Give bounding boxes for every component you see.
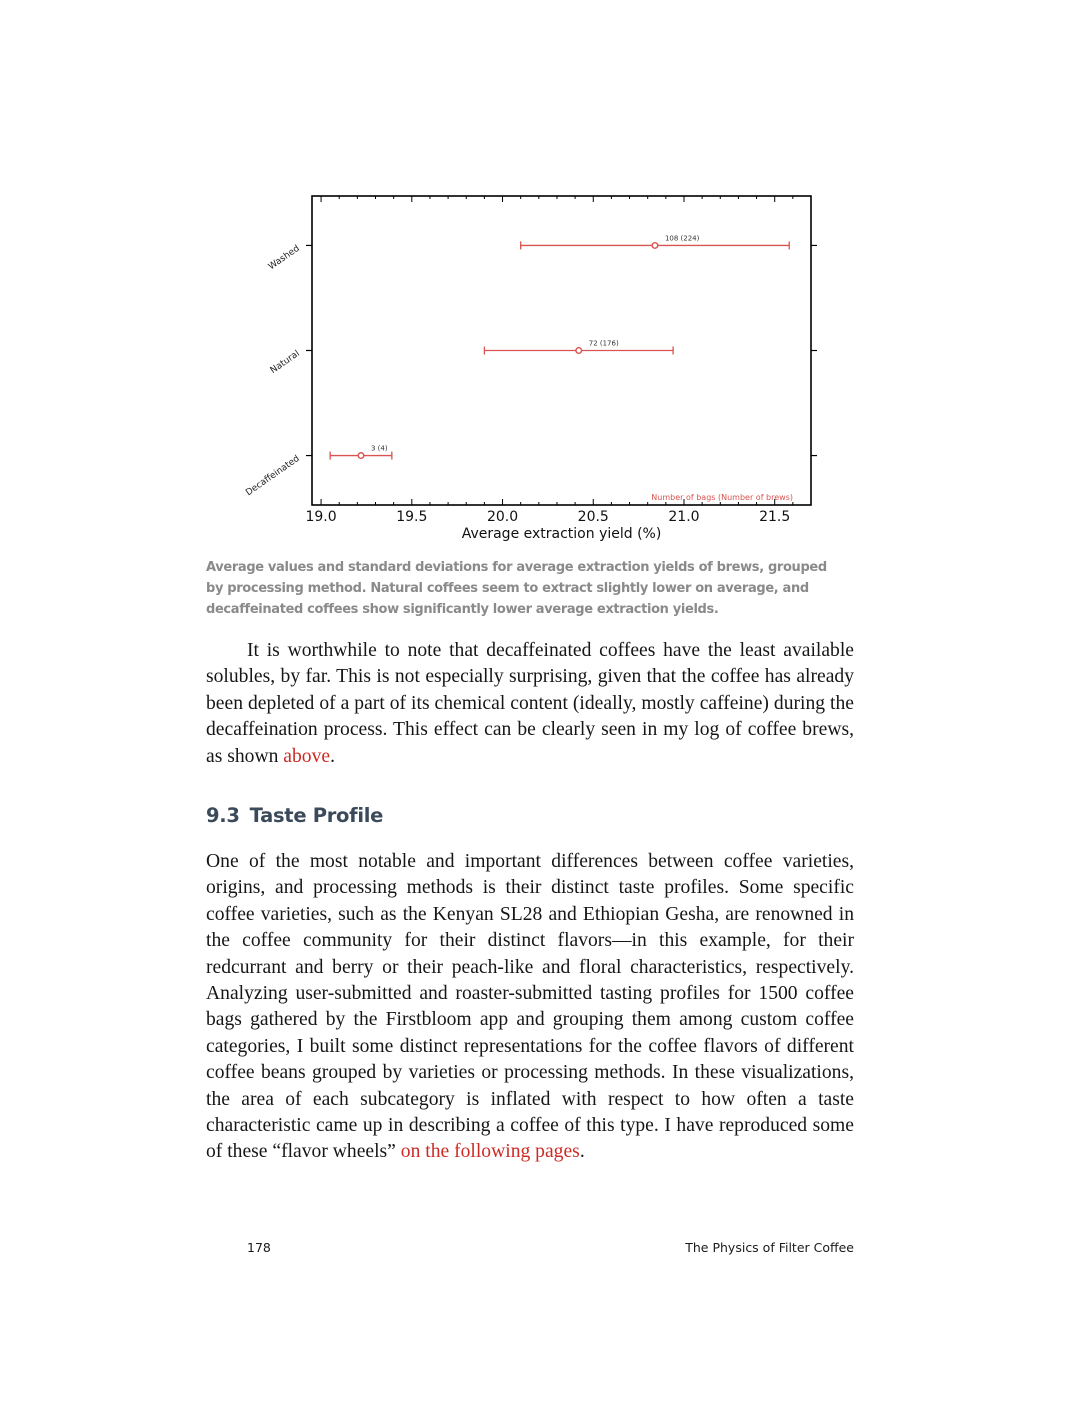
x-axis-label: Average extraction yield (%) [461,526,662,542]
mean-marker [576,348,582,354]
x-tick-label: 21.5 [759,509,791,525]
data-label: 108 (224) [664,234,700,243]
x-tick-label: 20.0 [486,509,519,525]
extraction-yield-chart [230,183,830,545]
data-label: 3 (4) [370,444,388,453]
x-tick-label: 20.5 [577,509,609,525]
section-heading [206,804,383,827]
paragraph-decaf [206,638,854,770]
data-label: 72 (176) [588,339,619,348]
y-category-label: Decaffeinated [244,453,302,499]
x-tick-label: 21.0 [668,509,700,525]
figure-caption: Average values and standard deviations for average extraction yields of brews, grouped by processing method. Natural coffees seem to extract slightly lower on average, and decaffeinated coffees show significantly lower average extraction yields. [206,560,827,617]
x-tick-label: 19.5 [396,509,428,525]
mean-marker [358,453,364,459]
legend-note: Number of bags (Number of brews) [651,493,793,502]
paragraph-taste-text: One of the most notable and important differences between coffee varieties, origins, and processing methods is their distinct taste profiles. Some specific coffee varieties, such as the Kenyan SL28 and Ethiopian Gesha, are renowned in the coffee community for their distinct flavors—in this example, for their redcurrant and berry or their peach-like and floral characteristics, respectively. Analyzing user-submitted and roaster-submitted tasting profiles for 1500 coffee bags gathered by the Firstbloom app and grouping them among custom coffee categories, I built some distinct representations for the coffee flavors of different coffee beans grouped by varieties or processing methods. In these visualizations, the area of each subcategory is inflated with respect to how often a taste characteristic came up in describing a coffee of this type. I have reproduced some of these “flavor wheels” [206,851,854,1163]
section-title: Taste Profile [249,804,384,827]
y-category-label: Washed [266,243,302,273]
chart-svg [230,183,830,545]
y-category-label: Natural [268,348,302,377]
running-footer-title: The Physics of Filter Coffee [685,1240,854,1255]
link-above[interactable]: above [283,745,331,767]
paragraph-decaf-text: It is worthwhile to note that decaffeinated coffees have the least available solubles, by far. This is not especially surprising, given that the coffee has already been depleted of a part of its chemical content (ideally, mostly caffeine) during the decaffeination process. This effect can be clearly seen in my log of coffee brews, as shown [206,640,854,767]
paragraph-taste-end: . [579,1141,585,1163]
page-number: 178 [247,1240,271,1255]
link-following-pages[interactable]: on the following pages [400,1141,580,1163]
section-number: 9.3 [206,804,240,827]
x-tick-label: 19.0 [305,509,337,525]
paragraph-decaf-end: . [330,745,335,767]
mean-marker [652,243,658,249]
paragraph-taste-profile [206,849,854,1166]
